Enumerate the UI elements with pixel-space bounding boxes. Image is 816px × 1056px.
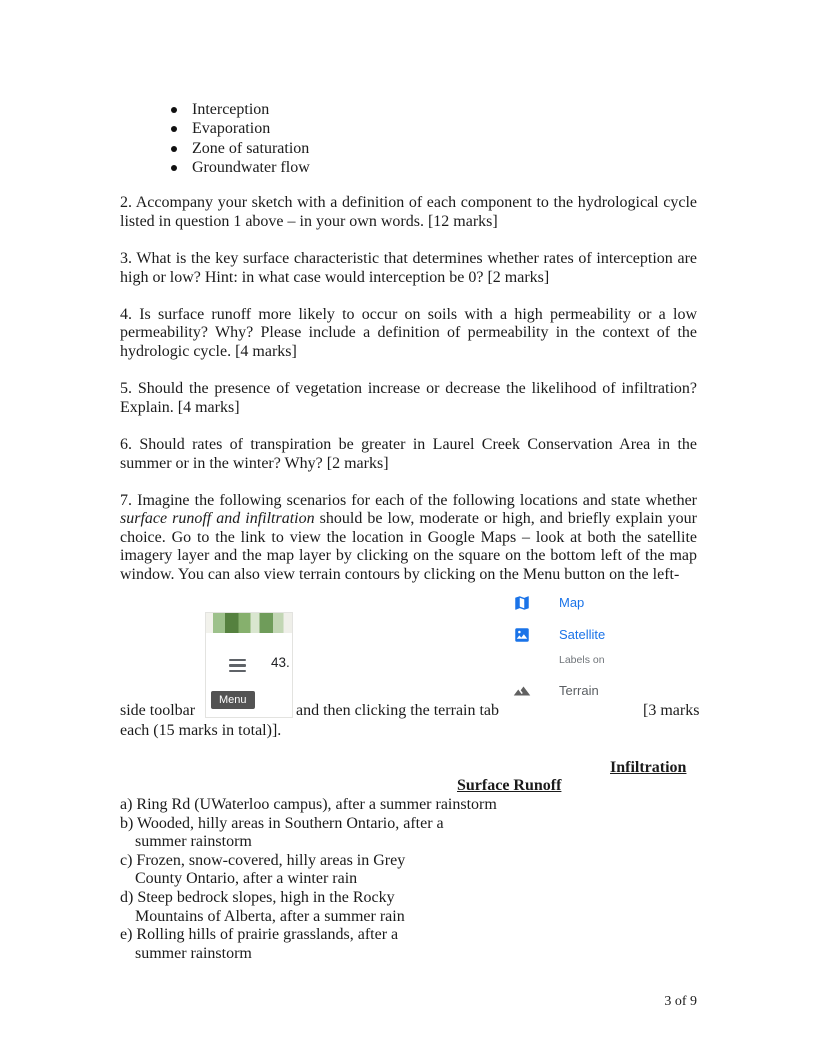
maps-menu-button-area	[206, 633, 292, 717]
list-item	[120, 139, 697, 158]
layer-option-satellite	[513, 626, 605, 644]
satellite-icon	[513, 626, 531, 644]
list-item-label: Interception	[192, 101, 270, 118]
list-item	[120, 158, 697, 177]
layer-option-map	[513, 594, 584, 612]
scenario-e-continued: summer rainstorm	[135, 944, 252, 962]
question-7-text-continued: should be low, moderate or high, and briefly explain your choice. Go to the link to view the location in Google Maps – look at both the satellite imagery layer and the map layer by clicking on the square on the bottom left of the map window. You can also view terrain contours by clicking on the Menu button on the left-	[120, 510, 698, 584]
continuation-text-terrain-tab: and then clicking the terrain tab	[296, 701, 500, 719]
marks-note-continued: each (15 marks in total)].	[120, 721, 282, 739]
list-item	[120, 119, 697, 138]
heading-infiltration: Infiltration	[610, 758, 687, 776]
list-item	[120, 100, 697, 119]
scenario-list	[120, 796, 697, 963]
layer-option-label: Terrain	[559, 683, 599, 699]
marks-note: [3 marks	[643, 701, 700, 719]
maps-layers-menu-screenshot	[505, 588, 691, 702]
question-7-text: 7. Imagine the following scenarios for each of the following locations and state whether	[120, 491, 697, 509]
bullet-icon	[171, 107, 177, 113]
scenario-d-continued: Mountains of Alberta, after a summer rain	[135, 907, 405, 925]
layer-option-label: Map	[559, 595, 585, 611]
scenario-c-continued: County Ontario, after a winter rain	[135, 870, 358, 888]
list-item-label: Groundwater flow	[192, 158, 310, 176]
question-7-italic-phrase: surface runoff and infiltration	[120, 510, 315, 528]
question-3: 3. What is the key surface characteristic that determines whether rates of interception are high or low? Hint: in what case would interception be 0? [2 marks]	[120, 249, 697, 286]
page-number: 3 of 9	[664, 994, 697, 1009]
continuation-text-side-toolbar: side toolbar	[120, 701, 196, 719]
scenario-c: c) Frozen, snow-covered, hilly areas in Grey	[120, 851, 406, 869]
hydrological-components-list	[120, 100, 697, 177]
list-item-label: Zone of saturation	[192, 139, 310, 157]
map-icon	[513, 594, 531, 612]
scenario-b: b) Wooded, hilly areas in Southern Ontario, after a	[120, 814, 444, 832]
figure-row	[120, 585, 700, 722]
question-4: 4. Is surface runoff more likely to occur on soils with a high permeability or a low permeability? Why? Please include a definition of permeability in the context of the hydrologic cycle. [4 marks]	[120, 305, 697, 360]
bullet-icon	[171, 126, 177, 132]
bullet-icon	[171, 146, 177, 152]
list-item-label: Evaporation	[192, 120, 271, 138]
question-6: 6. Should rates of transpiration be greater in Laurel Creek Conservation Area in the summer or in the winter? Why? [2 marks]	[120, 435, 697, 472]
labels-on-text: Labels on	[559, 653, 605, 666]
hamburger-menu-icon	[229, 659, 246, 673]
scenario-b-continued: summer rainstorm	[135, 833, 252, 851]
maps-menu-screenshot	[205, 612, 293, 718]
question-2: 2. Accompany your sketch with a definition of each component to the hydrological cycle listed in question 1 above – in your own words. [12 marks]	[120, 194, 697, 230]
figure-number-label: 43.	[271, 654, 290, 670]
scenario-a: a) Ring Rd (UWaterloo campus), after a summer rainstorm	[120, 796, 497, 814]
scenario-e: e) Rolling hills of prairie grasslands, after a	[120, 926, 399, 944]
layer-option-terrain	[513, 682, 599, 700]
bullet-icon	[171, 165, 177, 171]
scenario-d: d) Steep bedrock slopes, high in the Rocky	[120, 889, 395, 906]
question-5: 5. Should the presence of vegetation increase or decrease the likelihood of infiltration? Explain. [4 marks]	[120, 380, 697, 416]
menu-tooltip: Menu	[211, 691, 255, 709]
question-7	[120, 492, 697, 585]
heading-surface-runoff: Surface Runoff	[457, 777, 562, 795]
terrain-icon	[513, 682, 531, 700]
map-imagery-strip	[206, 613, 292, 633]
layer-option-label: Satellite	[559, 627, 606, 643]
